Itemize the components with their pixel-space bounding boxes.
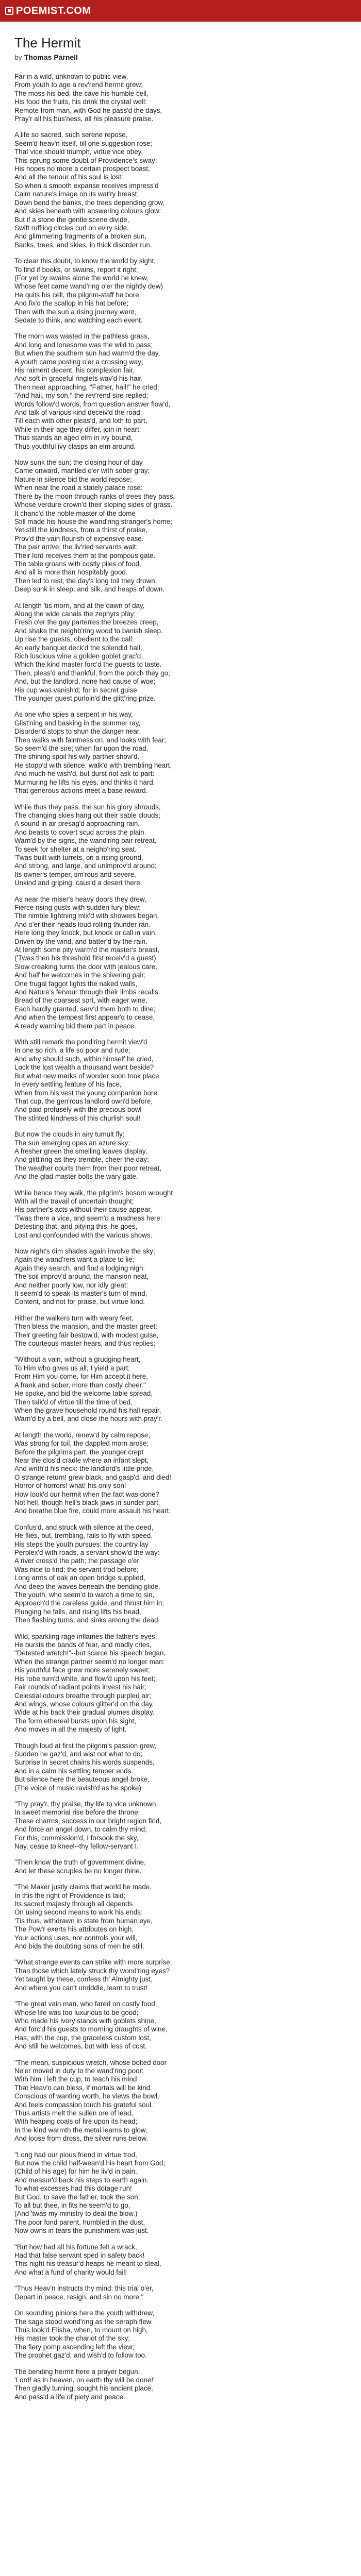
poem-line: Unkind and griping, caus'd a desert there. [14,879,142,887]
author-link[interactable]: Thomas Parnell [24,53,78,61]
poem-line: On using second means to work his ends: [14,1908,143,1917]
poem-line: To find if books, or swains, report it right; [14,265,138,274]
poem-line: And the glad master bolts the wary gate. [14,1173,138,1181]
poem-line: But what new marks of wonder soon took place [14,1072,159,1080]
stanza [14,1355,347,1423]
stanza [14,710,347,795]
poem-line: Whose feet came wand'ring o'er the nightly dew) [14,282,163,291]
stanza [14,803,347,888]
poem-line: A life so sacred, such serene repose, [14,131,128,139]
poem-line: The stinted kindness of this churlish soul! [14,1114,141,1122]
poem-line: That Heav'n can bless, if mortals will be kind. [14,2083,152,2092]
poem-line: And wings, whose colours glitter'd on the day, [14,1700,154,1708]
poem-line: And when the tempest first appear'd to cease, [14,1013,155,1022]
poem-line: The sage stood wond'ring as the seraph flew. [14,2317,153,2326]
poem-line: While in their age they differ, join in heart: [14,425,141,433]
poem-line: So when a smooth expanse receives impress'd [14,181,159,190]
poem-line: His partner's acts without their cause appear, [14,1206,152,1214]
poem-line: The younger guest purloin'd the glitt'ring prize. [14,694,156,703]
poem-line: Came onward, mantled o'er with sober gray; [14,467,150,475]
poem-line: "Without a vain, without a grudging heart, [14,1355,141,1364]
poem-line: The shining spoil his wily partner show'd. [14,753,140,761]
poem-line: Who made his ivory stands with goblets shine, [14,2016,156,2025]
poem-line: The moss his bed, the cave his humble cell, [14,89,149,97]
poem-line: These charms, success in our bright region find, [14,1817,162,1825]
poem-line: His raiment decent, his complexion fair, [14,366,135,374]
poem-line: Thus look'd Elisha, when, to mount on high, [14,2326,148,2334]
poem-line: Fair rounds of radiant points invest his hair; [14,1683,147,1691]
poem-line: And much he wish'd, but durst not ask to part: [14,770,155,778]
poem-line: Calm nature's image on its wat'ry breast, [14,190,139,198]
poem-line: The pair arrive: the liv'ried servants wait; [14,543,138,551]
poem-line: Content, and not for praise, but virtue kind. [14,1298,145,1306]
poem-line: Your actions uses, nor controls your will, [14,1934,138,1942]
poem-line: And soft in graceful ringlets wav'd his hair. [14,375,143,383]
poem-line: His youthful face grew more serenely sweet; [14,1666,150,1674]
stanza [14,1858,347,1875]
stanza [14,1189,347,1240]
stanza [14,602,347,703]
poem-line: Down bend the banks, the trees depending grow, [14,198,165,207]
poem-line: Deep sunk in sleep, and silk, and heaps of down. [14,585,165,594]
poem-line: His steps the youth pursues: the country lay [14,1540,149,1548]
poem-line: Then with the sun a rising journey went, [14,308,136,316]
stanza [14,332,347,451]
poem-line: The Pow'r exerts his attributes on high, [14,1925,134,1934]
poem-line: How look'd our hermit when the fact was done? [14,1490,159,1498]
poem-line: Lost and confounded with the various shows. [14,1231,153,1239]
poem-line: Its sacred majesty through all depends [14,1900,133,1908]
stanza [14,2368,347,2402]
poem-line: Seem'd heav'n itself, till one suggestion rose; [14,139,153,147]
poem-line: Perplex'd with roads, a servant show'd the way: [14,1549,160,1556]
poem-line: While thus they pass, the sun his glory shrouds, [14,803,161,811]
stanza [14,1883,347,1951]
poem-line: And skies beneath with answering colours glow: [14,207,161,215]
poem-line: But now the clouds in airy tumult fly; [14,1130,125,1139]
poem-line: Its owner's temper, tim'rous and severe, [14,870,136,878]
poem-line: Swift ruffling circles curl on ev'ry side, [14,224,129,232]
poem-line: And why should such, within himself he cried, [14,1055,154,1063]
poem-line: The nimble lightning mix'd with showers began, [14,912,159,920]
poem-line: To all but thee, in fits he seem'd to go, [14,2201,130,2210]
poem-line: "The Maker justly claims that world he made, [14,1883,152,1891]
poem-line: And force an angel down, to calm thy mind; [14,1825,147,1834]
poem-line: It seem'd to speak its master's turn of mind, [14,1290,147,1298]
poem-line: Then led to rest, the day's long toil they drown, [14,577,157,585]
poem-line: And still he welcomes, but with less of cost. [14,2042,147,2050]
poem-line: Long arms of oak an open bridge supplied, [14,1574,145,1582]
poem-line: In every settling feature of his face, [14,1080,122,1089]
poem-line: On sounding pinions here the youth withdrew, [14,2309,154,2317]
poem-line: Fresh o'er the gay parterres the breezes creep, [14,618,159,626]
poem-line: Pray'r all his bus'ness, all his pleasure praise. [14,115,154,123]
poem-line: Lock the lost wealth a thousand want beside? [14,1063,154,1072]
poem-line: His food the fruits, his drink the crystal well: [14,98,147,106]
poem-line: Wild, sparkling rage inflames the father's eyes, [14,1632,157,1640]
poem-line: With heaping coals of fire upon its head; [14,2117,138,2126]
poem-line: As near the miser's heavy doors they drew, [14,895,146,903]
poem-line: The weather courts them from their poor retreat, [14,1164,162,1172]
poem-line: Here long they knock, but knock or call in vain, [14,929,157,937]
poem-line: "But how had all his fortune felt a wrack, [14,2243,137,2251]
poem-line: Horror of horrors! what! his only son! [14,1482,126,1490]
poem-line: With all the travail of uncertain thought; [14,1197,134,1205]
poem-line: But if a stone the gentle scene divide, [14,215,129,224]
poem-line: And shake the neighb'ring wood to banish sleep. [14,626,163,635]
poem-line: Then flashing turns, and sinks among the dead. [14,1616,160,1624]
poem-line: Before the pilgrims part, the younger crept [14,1448,144,1456]
byline [14,53,347,61]
poem-line: And feels compassion touch his grateful soul. [14,2100,153,2109]
poem-line: Whose life was too luxurious to be good; [14,2008,139,2016]
poem-line: In one so rich, a life so poor and rude; [14,1046,130,1055]
poem-line: And fix'd the scallop in his hat before; [14,299,129,308]
poem-line: His master took the chariot of the sky; [14,2334,130,2343]
poem-line: Again the wand'rers want a place to lie; [14,1256,135,1264]
site-logo[interactable] [5,5,91,17]
poem-line: From Him you come, for Him accept it here, [14,1372,148,1381]
poem-line: Ne'er moved in duty to the wand'ring poor; [14,2066,144,2075]
poem-line: Wide at his back their gradual plumes display. [14,1708,155,1717]
poem-line: Then, pleas'd and thankful, from the porch they go; [14,669,170,677]
poem-line: Rich luscious wine a golden goblet grac'd, [14,652,143,660]
poem-line: And forc'd his guests to morning draughts of wine, [14,2025,168,2033]
poem-line: In the kind warmth the metal learns to glow, [14,2126,147,2134]
poem-line: Than those which lately struck thy wond'ring eyes? [14,1967,170,1975]
poem-line: The fiery pomp ascending left the view; [14,2343,135,2351]
stanza [14,459,347,594]
byline-prefix: by [14,53,22,61]
poem-line: To Him who gives us all, I yield a part; [14,1364,130,1372]
poem-line: Driven by the wind, and batter'd by the rain. [14,937,147,945]
poem-line: But when the southern sun had warm'd the day, [14,349,160,358]
main-content [0,22,361,2401]
poem-line: Bread of the coarsest sort, with eager wine, [14,996,147,1005]
poem-line: He stopp'd with silence, walk'd with trembling heart, [14,761,172,769]
poem-line: He bursts the bands of fear, and madly cries, [14,1641,152,1649]
poem-line: Warn'd by the signs, the wand'ring pair retreat, [14,837,157,845]
poem-line: At length 'tis morn, and at the dawn of day, [14,601,145,609]
poem-line: Again they search, and find a lodging nigh: [14,1264,145,1272]
stanza [14,895,347,1031]
poem-line: Far in a wild, unknown to public view, [14,73,128,80]
poem-line: Was strong for toil, the dappled morn arose; [14,1439,149,1448]
poem-line: ('Twas then his threshold first receiv'd a guest) [14,954,156,962]
poem-line: And breathe blue fire, could more assault his heart. [14,1507,171,1515]
poem-line: He flies, but, trembling, fails to fly with speed. [14,1532,153,1540]
poem-line: To clear this doubt, to know the world by sight, [14,257,156,265]
poem-line: But silence here the beauteous angel broke, [14,1775,150,1784]
poem-line: And where you can't unriddle, learn to trust! [14,1984,147,1992]
poem-line: O strange return! grew black, and gasp'd, and died! [14,1473,172,1481]
stanza [14,1130,347,1181]
poem-line: 'Tis thus, withdrawn in state from human eye, [14,1917,153,1925]
poem-line: In this the right of Providence is laid; [14,1891,126,1900]
poem-line: And in a calm his settling temper ends. [14,1767,133,1775]
poem-line: Nay, cease to kneel--thy fellow-servant I. [14,1842,139,1850]
poem-line: Sedate to think, and watching each event. [14,316,143,324]
poem-line: For this, commission'd, I forsook the sky, [14,1834,139,1842]
poem-line: This night his treasur'd heaps he meant to steal, [14,2260,161,2268]
poem-line: His hopes no more a certain prospect boast, [14,165,150,173]
poem-line: A fresher green the smelling leaves display, [14,1147,147,1155]
stanza [14,2243,347,2277]
poem-line: And o'er their heads loud rolling thunder ran. [14,920,151,928]
poem-line: Fierce rising gusts with sudden fury blew; [14,903,141,911]
poem-line: And long and lonesome was the wild to pass; [14,341,153,349]
poem-line: This sprung some doubt of Providence's sway: [14,156,157,164]
stanza [14,2309,347,2360]
poem-line: And writh'd his neck: the landlord's little pride, [14,1465,154,1473]
poem-line: Banks, trees, and skies, in thick disorder run. [14,241,152,249]
poem-line: And all the tenour of his soul is lost: [14,173,123,181]
poem-line: Yet still the kindness, from a thirst of praise, [14,526,147,534]
poem-line: 'Lord! as in heaven, on earth thy will be done!' [14,2376,155,2384]
poem-line: And strong, and large, and unimprov'd around; [14,862,157,870]
poem-line: Conscious of wanting worth, he views the bowl, [14,2092,159,2100]
poem-line: As one who spies a serpent in his way, [14,710,133,719]
poem-line: "Then know the truth of government divine, [14,1858,146,1867]
stanza [14,2000,347,2050]
poem-line: The changing skies hang out their sable clouds; [14,811,160,819]
poem-line: A river cross'd the path; the passage o'er [14,1557,139,1565]
poem-line: Their lord receives them at the pompous gate. [14,551,156,560]
poem-line: Celestial odours breathe through purpled air; [14,1691,152,1700]
poem-line: And glimmering fragments of a broken sun, [14,232,147,241]
poem-line: 'Twas built with turrets, on a rising ground, [14,853,143,861]
poem-line: "Thus Heav'n instructs thy mind: this trial o'er, [14,2284,154,2293]
top-bar [0,0,361,22]
poem-line: He spoke, and bid the welcome table spread, [14,1389,153,1398]
poem-line: And moves in all the majesty of light. [14,1725,127,1734]
poem-line: Still made his house the wand'ring stranger's home; [14,517,172,526]
poem-line: And beasts to covert scud across the plain. [14,828,146,836]
poem-line: Not hell, though hell's black jaws in sunder part, [14,1498,160,1506]
stanza [14,73,347,123]
poem-line: Disorder'd stops to shun the danger near, [14,727,141,736]
poem-line: In sweet memorial rise before the throne: [14,1808,140,1817]
logo-text: POEMIST.COM [16,5,91,16]
poem-line: 'Twas there a vice, and seem'd a madness here: [14,1214,162,1222]
poem-line: Now owns in tears the punishment was just. [14,2227,149,2235]
logo-icon [5,7,13,15]
poem-line: To what excesses had this dotage run! [14,2184,132,2193]
poem-line: His cup was vanish'd; for in secret guise [14,686,137,694]
poem-line: And paid profusely with the precious bowl [14,1106,142,1114]
poem-line: The morn was wasted in the pathless grass, [14,332,150,341]
poem-line: Depart in peace, resign, and sin no more." [14,2293,144,2301]
poem-line: Then near approaching, "Father, hail!" he cried; [14,383,159,391]
poem-line: At length the world, renew'd by calm repose, [14,1431,151,1439]
poem-line: A youth came posting o'er a crossing way; [14,358,143,366]
poem-line: When from his vest the young companion bore [14,1089,157,1097]
poem-line: Till each with other pleas'd, and loth to part, [14,417,147,425]
poem-line: While hence they walk, the pilgrim's bosom wrought [14,1189,173,1197]
poem-line: Words follow'd words, from question answer flow'd, [14,400,171,408]
poem-line: Near the clos'd cradle where an infant slept, [14,1456,149,1464]
stanza [14,2151,347,2235]
poem-line: And what a fund of charity would fail! [14,2268,127,2276]
poem-line: Sudden he gaz'd, and wist not what to do; [14,1750,143,1758]
poem-line: The courteous master hears, and thus replies: [14,1340,156,1348]
poem-line: Prov'd the vain flourish of expensive ease. [14,534,144,543]
poem-line: Thus artists melt the sullen ore of lead, [14,2109,133,2117]
poem-line: And neither poorly low, nor idly great: [14,1281,128,1289]
poem-line: "The great vain man, who fared on costly food, [14,2000,157,2008]
poem-line: Thus youthful ivy clasps an elm around. [14,442,136,450]
poem-line: Was nice to find; the servant trod before; [14,1565,139,1573]
poem-line: "The mean, suspicious wretch, whose bolted door [14,2058,167,2066]
poem-line: (The voice of music ravish'd as he spoke) [14,1784,141,1792]
poem-line: (For yet by swains alone the world he knew, [14,274,149,282]
poem-line: The form ethereal bursts upon his sight, [14,1717,136,1725]
poem-line: And glitt'ring as they tremble, cheer the day: [14,1156,149,1164]
poem-line: Remote from man, with God he pass'd the days, [14,106,162,114]
poem-line: Plunging he falls, and rising lifts his head, [14,1607,141,1616]
stanza [14,1958,347,1992]
poem-line: And measur'd back his steps to earth again. [14,2176,149,2184]
poem-line: Had that false servant sped in safety back! [14,2251,145,2260]
stanza [14,1800,347,1851]
poem-line: When the strange partner seem'd no longer man: [14,1657,165,1666]
poem-line: Along the wide canals the zephyrs play; [14,609,136,618]
poem-line: But now the child half-wean'd his heart from God; [14,2159,166,2167]
poem-line: And deep the waves beneath the bending glide. [14,1582,160,1590]
poem-line: Surprise in secret chains his words suspends, [14,1758,155,1767]
poem-line: That generous actions meet a base reward. [14,787,148,795]
poem-line: And Nature's fervour through their limbs recalls: [14,988,160,996]
poem-line: So seem'd the sire; when far upon the road, [14,744,149,753]
poem-line: "And hail, my son," the rev'rend sire replied; [14,392,149,400]
poem-line: Murmuring he lifts his eyes, and thinks it hard, [14,778,155,786]
stanza [14,1633,347,1734]
poem-line: But God, to save the father, took the son. [14,2193,140,2201]
poem-line: "Long had our pious friend in virtue trod, [14,2150,137,2159]
poem-line: One frugal faggot lights the naked walls, [14,979,138,988]
poem-line: His robe turn'd white, and flow'd upon his feet; [14,1674,156,1683]
poem-line: And talk of various kind deceiv'd the road; [14,409,142,417]
poem-line: (Child of his age) for him he liv'd in pain, [14,2167,137,2176]
poem-line: Then talk'd of virtue till the time of bed, [14,1398,133,1406]
stanza [14,2059,347,2143]
stanza [14,1038,347,1123]
poem-body [14,73,347,2401]
poem-line: "Detested wretch!"--but scarce his speech began, [14,1649,166,1657]
stanza [14,1431,347,1516]
stanza [14,257,347,325]
poem-line: With him I left the cup, to teach his mind [14,2075,137,2083]
poem-line: "What strange events can strike with more surprise, [14,1958,172,1967]
poem-line: When the grave household round his hall repair, [14,1406,161,1414]
poem-line: With still remark the pond'ring hermit view'd [14,1038,147,1046]
poem-line: That vice should triumph, virtue vice obey, [14,148,143,156]
poem-line: Then bless the mansion, and the master greet: [14,1323,157,1331]
poem-line: Slow creaking turns the door with jealous care, [14,962,157,971]
poem-line: And pass'd a life of piety and peace. [14,2393,125,2401]
poem-line: Detesting that, and pitying this, he goes, [14,1223,138,1231]
poem-line: Thus stands an aged elm in ivy bound, [14,434,133,442]
stanza [14,1523,347,1625]
poem-line: Warn'd by a bell, and close the hours with pray'r. [14,1415,162,1423]
poem-line: He quits his cell, the pilgrim-staff he bore, [14,291,141,299]
poem-line: The youth, who seem'd to watch a time to sin, [14,1591,155,1599]
poem-line: Confus'd, and struck with silence at the deed, [14,1523,154,1531]
poem-line: An early banquet deck'd the splendid hall; [14,643,142,652]
poem-line: Glist'ning and basking in the summer ray, [14,719,141,727]
poem-line: That cup, the gen'rous landlord own'd before, [14,1097,153,1105]
poem-line: Up rise the guests, obedient to the call: [14,635,134,643]
poem-line: A frank and sober, more than costly cheer." [14,1381,146,1389]
poem-line: The soil improv'd around, the mansion neat, [14,1273,149,1281]
poem-line: And, but the landlord, none had cause of woe; [14,677,156,686]
poem-line: Nature in silence bid the world repose; [14,475,132,483]
poem-line: Each hardly granted, serv'd them both to dine; [14,1005,156,1013]
poem-line: The poor fond parent, humbled in the dust, [14,2218,145,2226]
poem-title: The Hermit [14,35,81,50]
poem-line: Now sunk the sun; the closing hour of day [14,459,143,467]
stanza [14,1314,347,1348]
poem-line: And let these scruples be no longer thine. [14,1867,142,1875]
poem-line: A sound in air presag'd approaching rain, [14,820,140,828]
poem-line: The sun emerging opes an azure sky; [14,1139,130,1147]
poem-line: When near the road a stately palace rose: [14,484,143,492]
poem-line: Yet taught by these, confess th' Almighty just, [14,1975,153,1984]
poem-line: The bending hermit here a prayer begun, [14,2367,140,2376]
poem-line: Then walks with faintness on, and looks with fear; [14,736,166,744]
stanza [14,2284,347,2301]
poem-line: A ready warning bid them part in peace. [14,1022,136,1030]
poem-line: "Thy pray'r, thy praise, thy life to vice unknown, [14,1800,158,1808]
poem-line: And bids the doubting sons of men be still. [14,1942,144,1951]
poem-line: Now night's dim shades again involve the sky; [14,1247,155,1255]
poem-line: And all is more than hospitably good. [14,568,128,577]
poem-line: The table groans with costly piles of food, [14,560,141,568]
poem-line: Which the kind master forc'd the guests to taste. [14,660,162,669]
poem-line: Whose verdure crown'd their sloping sides of grass. [14,501,173,509]
poem-line: Their greeting fair bestow'd, with modest guise, [14,1331,159,1339]
poem-line: Hither the walkers turn with weary feet, [14,1314,134,1322]
poem-line: At length some pity warm'd the master's breast, [14,946,160,954]
stanza [14,131,347,249]
poem-line: From youth to age a rev'rend hermit grew; [14,81,143,89]
poem-line: Though loud at first the pilgrim's passion grew, [14,1741,156,1750]
poem-line: It chanc'd the noble master of the dome [14,509,136,517]
poem-line: (And 'twas my ministry to deal the blow.) [14,2210,138,2218]
poem-line: Then gladly turning, sought his ancient place, [14,2384,153,2393]
poem-line: To seek for shelter at a neighb'ring seat. [14,845,137,853]
stanza [14,1742,347,1792]
poem-line: The prophet gaz'd, and wish'd to follow too. [14,2351,147,2360]
poem-line: And half he welcomes in the shivering pair; [14,971,146,979]
poem-line: There by the moon through ranks of trees they pass, [14,492,175,500]
poem-line: And loose from dross, the silver runs below. [14,2134,149,2143]
stanza [14,1247,347,1307]
poem-line: Approach'd the careless guide, and thrust him in; [14,1599,164,1607]
poem-line: Has, with the cup, the graceless custom lost, [14,2033,151,2042]
